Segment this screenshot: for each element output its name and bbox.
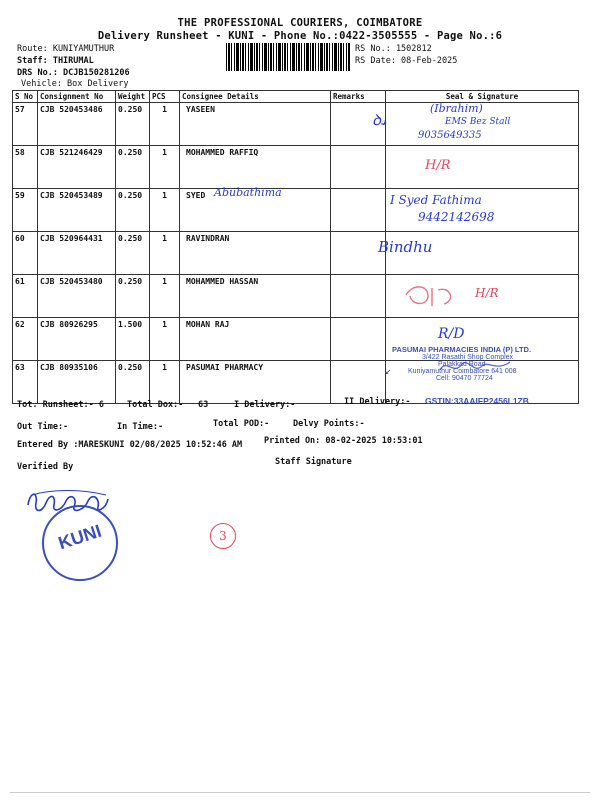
handwriting-row57-name: (Ibrahim) (430, 102, 483, 115)
cell-remarks (331, 189, 386, 232)
cell-consignment: CJB 520453480 (38, 275, 116, 318)
handwriting-row59-phone: 9442142698 (418, 210, 495, 224)
cell-weight: 0.250 (116, 232, 150, 275)
arrow-icon: ↙ (385, 366, 392, 377)
handwriting-row60-sign: Bindhu (378, 238, 433, 256)
cell-remarks (331, 146, 386, 189)
cell-sno: 58 (13, 146, 38, 189)
total-pod: Total POD:- (213, 419, 270, 429)
cell-sno: 62 (13, 318, 38, 361)
cell-weight: 1.500 (116, 318, 150, 361)
cell-consignee: SYED (180, 189, 331, 232)
cell-remarks (331, 318, 386, 361)
tot-runsheet: Tot. Runsheet:- 6 (17, 400, 104, 410)
cell-weight: 0.250 (116, 103, 150, 146)
entered-by: Entered By :MARESKUNI 02/08/2025 10:52:46 AM (17, 440, 243, 450)
ii-delivery: II Delivery:- (344, 397, 411, 407)
signature-row57-scribble: ꝺ𝓈 (372, 111, 387, 129)
cell-sno: 61 (13, 275, 38, 318)
stamp-line5: Cell: 90470 77724 (436, 375, 493, 382)
runsheet-subtitle: Delivery Runsheet - KUNI - Phone No.:0422-3505555 - Page No.:6 (97, 30, 503, 42)
cell-sno: 60 (13, 232, 38, 275)
cell-pcs: 1 (150, 361, 180, 404)
cell-pcs: 1 (150, 275, 180, 318)
cell-pcs: 1 (150, 189, 180, 232)
handwriting-row59-sign: I Syed Fathima (390, 193, 482, 207)
col-sno: S No (13, 91, 38, 103)
cell-consignee: RAVINDRAN (180, 232, 331, 275)
cell-consignment: CJB 520453486 (38, 103, 116, 146)
col-seal-signature: Seal & Signature (386, 91, 579, 103)
cell-consignment: CJB 80926295 (38, 318, 116, 361)
in-time: In Time:- (117, 422, 164, 432)
handwriting-row57-phone: 9035649335 (418, 130, 482, 141)
col-weight: Weight (116, 91, 150, 103)
table-row (13, 146, 579, 189)
signature-row61-scribble (398, 280, 462, 310)
i-delivery: I Delivery:- (234, 400, 296, 410)
stamp-line1: PASUMAI PHARMACIES INDIA (P) LTD. (392, 345, 532, 354)
delvy-points: Delvy Points:- (293, 419, 365, 429)
company-title: THE PROFESSIONAL COURIERS, COIMBATORE (177, 17, 423, 29)
staff-signature-label: Staff Signature (275, 457, 352, 467)
cell-sno: 63 (13, 361, 38, 404)
page-bottom-line (10, 792, 590, 793)
col-consignment: Consignment No (38, 91, 116, 103)
drs-number: DRS No.: DCJB150281206 (17, 68, 130, 78)
circled-number: 3 (210, 523, 236, 549)
rs-date: RS Date: 08-Feb-2025 (355, 56, 458, 66)
cell-weight: 0.250 (116, 146, 150, 189)
rs-number: RS No.: 1502812 (355, 44, 432, 54)
cell-consignee: MOHAN RAJ (180, 318, 331, 361)
cell-weight: 0.250 (116, 275, 150, 318)
table-row (13, 232, 579, 275)
cell-sno: 59 (13, 189, 38, 232)
cell-consignee: MOHAMMED HASSAN (180, 275, 331, 318)
handwriting-row59-name: Abubathima (214, 186, 282, 199)
cell-remarks (331, 275, 386, 318)
cell-weight: 0.250 (116, 189, 150, 232)
col-remarks: Remarks (331, 91, 386, 103)
cell-pcs: 1 (150, 232, 180, 275)
cell-pcs: 1 (150, 146, 180, 189)
total-dox-value: 63 (198, 400, 209, 410)
barcode (226, 43, 350, 71)
handwriting-row58-mark: H/R (425, 158, 451, 173)
vehicle-label: Vehicle: Box Delivery (21, 79, 129, 89)
kuni-stamp-text: KUNI (55, 520, 104, 554)
cell-consignment: CJB 520453489 (38, 189, 116, 232)
col-consignee: Consignee Details (180, 91, 331, 103)
kuni-stamp (42, 505, 118, 581)
gstin-stamp: GSTIN:33AAIFP2456L1ZB (425, 396, 529, 406)
cell-signature (386, 146, 579, 189)
cell-sno: 57 (13, 103, 38, 146)
out-time: Out Time:- (17, 422, 69, 432)
cell-consignee: YASEEN (180, 103, 331, 146)
handwriting-row62-mark: R/D (438, 326, 465, 342)
cell-pcs: 1 (150, 318, 180, 361)
cell-consignment: CJB 520964431 (38, 232, 116, 275)
cell-consignee: PASUMAI PHARMACY (180, 361, 331, 404)
cell-pcs: 1 (150, 103, 180, 146)
cell-consignment: CJB 80935106 (38, 361, 116, 404)
table-header-row (13, 91, 579, 103)
col-pcs: PCS (150, 91, 180, 103)
route-label: Route: KUNIYAMUTHUR (17, 44, 115, 54)
cell-consignee: MOHAMMED RAFFIQ (180, 146, 331, 189)
cell-weight: 0.250 (116, 361, 150, 404)
verified-by: Verified By (17, 462, 74, 472)
stamp-line4: Kuniyamuthur Coimbatore 641 008 (408, 368, 517, 375)
handwriting-row61-mark: H/R (475, 286, 499, 300)
stamp-line2: 3/422 Rasathi Shop Complex (422, 354, 514, 361)
stamp-line3: Palakkad Road (438, 361, 486, 368)
signature-row63-scribble (436, 356, 516, 378)
cell-consignment: CJB 521246429 (38, 146, 116, 189)
total-dox-label: Total Dox:- (127, 400, 184, 410)
staff-label: Staff: THIRUMAL (17, 56, 94, 66)
printed-on: Printed On: 08-02-2025 10:53:01 (264, 436, 423, 446)
handwriting-row57-line2: EMS Bez Stall (445, 117, 511, 127)
